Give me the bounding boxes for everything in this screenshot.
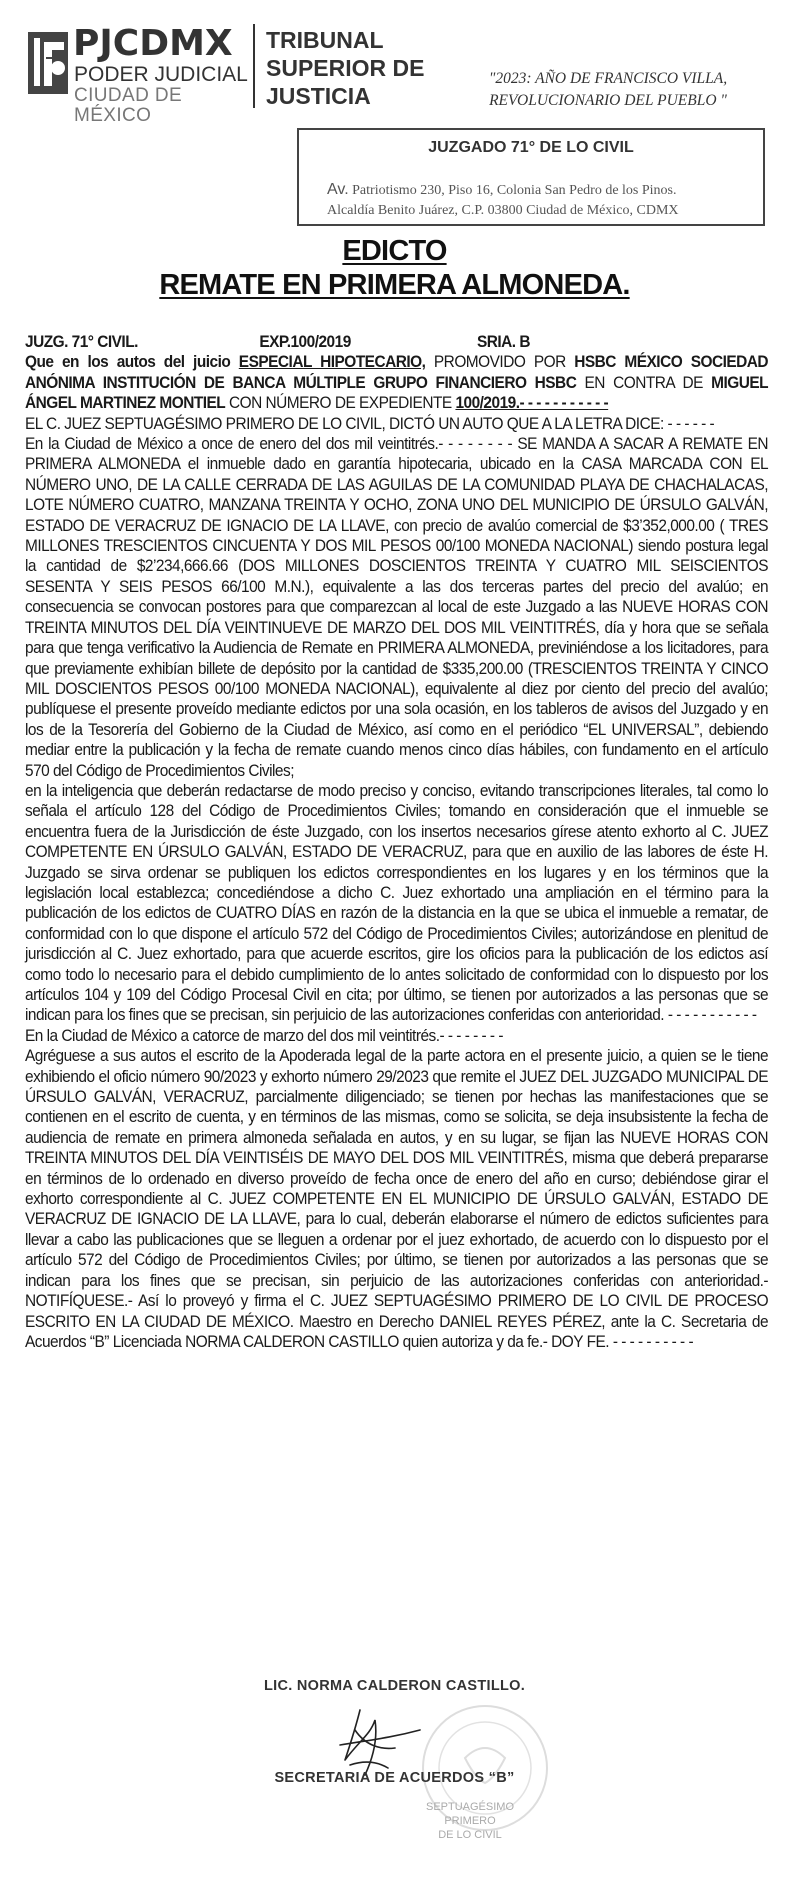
motto-line: "2023: AÑO DE FRANCISCO VILLA,: [488, 70, 728, 87]
text-run: 100/2019.- - - - - - - - - - -: [455, 393, 609, 413]
title-edicto: EDICTO: [342, 235, 447, 267]
paragraph-date: En la Ciudad de México a catorce de marzo del dos mil veintitrés.- - - - - - - -: [25, 1025, 503, 1045]
stamp-text: [420, 1800, 520, 1842]
court-title: JUZGADO 71° DE LO CIVIL: [428, 139, 634, 156]
case-expediente: EXP.100/2019: [259, 332, 351, 351]
text-run: MIGUEL ÁNGEL MARTINEZ MONTIEL: [25, 372, 769, 413]
scales-of-justice-icon: [26, 28, 70, 98]
text-run: Que en los autos del juicio: [25, 352, 239, 372]
paragraph-exhorto: en la inteligencia que deberán redactarse de modo preciso y conciso, evitando transcripciones literales, tal como lo señala el artículo 128 del Código de Procedimientos Civiles; tomando en consideración que el inmueble se encuentra fuera de la Jurisdicción de éste Juzgado, con los insertos necesarios gírese atento exhorto al C. JUEZ COMPETENTE EN ÚRSULO GALVÁN, ESTADO DE VERACRUZ, para que en auxilio de las labores de éste H. Juzgado se sirva ordenar se publiquen los edictos correspondientes en los lugares y en los términos que la legislación local establezca; concediéndose a dicho C. Juez exhortado una ampliación en el término para la publicación de los edictos de CUATRO DÍAS en razón de la distancia en la que se ubica el inmueble a rematar, de conformidad con lo que dispone el artículo 572 del Código de Procedimientos Civiles; autorizándose en plenitud de jurisdicción al C. Juez exhortado, para que acuerde escritos, gire los oficios para la publicación de los edictos así como todo lo necesario para el debido cumplimiento de lo antes solicitado de conformidad con lo dispuesto por los artículos 104 y 109 del Código Procesal Civil en cita; por último, se tienen por autorizados a las personas que se indican para los fines que se precisan, sin perjuicio de las autorizaciones conferidas con anterioridad. - - - - - - - - - - -: [25, 780, 769, 1025]
document-body: [25, 332, 768, 1352]
motto-line: REVOLUCIONARIO DEL PUEBLO ": [489, 92, 727, 109]
text-run: ESPECIAL HIPOTECARIO,: [238, 352, 426, 372]
tribunal-line: TRIBUNAL: [266, 27, 384, 53]
case-header: [25, 332, 768, 352]
tribunal-name: [266, 26, 424, 110]
stamp-line: DE LO CIVIL: [438, 1829, 502, 1841]
logo-line-ciudad: CIUDAD DE MÉXICO: [74, 85, 183, 126]
case-juzgado: JUZG. 71° CIVIL.: [25, 332, 138, 351]
court-info-box: [297, 128, 765, 226]
paragraph-auto: EL C. JUEZ SEPTUAGÉSIMO PRIMERO DE LO CIVIL, DICTÓ UN AUTO QUE A LA LETRA DICE: - - - - - -: [25, 413, 715, 433]
address-line: Patriotismo 230, Piso 16, Colonia San Pedro de los Pinos.: [348, 183, 677, 198]
logo-wordmark: PJCDMX: [73, 23, 233, 64]
text-run: CON NÚMERO DE EXPEDIENTE: [225, 393, 456, 413]
court-address: [327, 180, 679, 221]
paragraph-agreguese: Agréguese a sus autos el escrito de la Apoderada legal de la parte actora en el presente juicio, a quien se le tiene exhibiendo el oficio número 90/2023 y exhorto número 29/2023 que remite el JUEZ DEL JUZGADO MUNICIPAL DE ÚRSULO GALVÁN, VERACRUZ, parcialmente diligenciado; se tienen por hechas las manifestaciones que se contienen en el escrito de cuenta, y en términos de las mismas, como se solicita, se deja insubsistente la fecha de audiencia de remate en primera almoneda señalada en autos, y en su lugar, se fijan las NUEVE HORAS CON TREINTA MINUTOS DEL DÍA VEINTISÉIS DE MAYO DEL DOS MIL VEINTITRÉS, misma que deberá prepararse en términos de lo ordenado en diverso proveído de fecha once de enero del año en curso; debiéndose girar el exhorto correspondiente al C. JUEZ COMPETENTE EN EL MUNICIPIO DE ÚRSULO GALVÁN, ESTADO DE VERACRUZ DE IGNACIO DE LA LLAVE, para lo cual, deberán elaborarse el número de edictos suficientes para llevar a cabo las publicaciones que se lleguen a ordenar por el juez exhortado, de acuerdo con lo dispuesto por el artículo 572 del Código de Procedimientos Civiles; por último, se tienen por autorizados a las personas que se indican para los fines que se precisan, sin perjuicio de las autorizaciones conferidas con anterioridad.- NOTIFÍQUESE.- Así lo proveyó y firma el C. JUEZ SEPTUAGÉSIMO PRIMERO DE LO CIVIL DE PROCESO ESCRITO EN LA CIUDAD DE MÉXICO. Maestro en Derecho DANIEL REYES PÉREZ, ante la C. Secretaria de Acuerdos “B” Licenciada NORMA CALDERON CASTILLO quien autoriza y da fe.- DOY FE. - - - - - - - - - -: [25, 1046, 769, 1351]
tribunal-line: SUPERIOR DE: [266, 55, 425, 81]
address-av: Av.: [327, 181, 349, 198]
title-remate: REMATE EN PRIMERA ALMONEDA.: [159, 269, 630, 301]
signer-name: LIC. NORMA CALDERON CASTILLO.: [263, 1678, 526, 1694]
text-run: HSBC MÉXICO SOCIEDAD ANÓNIMA INSTITUCIÓN DE BANCA MÚLTIPLE GRUPO FINANCIERO HSBC: [25, 352, 769, 392]
signer-role: SECRETARIA DE ACUERDOS “B”: [274, 1770, 515, 1786]
text-run: EN CONTRA DE: [576, 372, 712, 392]
pjcdmx-logo: [26, 23, 256, 126]
stamp-line: SEPTUAGÉSIMO PRIMERO: [425, 1801, 515, 1827]
logo-line-poder-judicial: PODER JUDICIAL: [74, 63, 248, 86]
paragraph-parties: [25, 352, 768, 413]
header-divider: [253, 24, 255, 108]
address-line: Alcaldía Benito Juárez, C.P. 03800 Ciudad de México, CDMX: [327, 203, 679, 218]
year-motto: [448, 68, 768, 112]
document-title: [0, 234, 789, 302]
text-run: PROMOVIDO POR: [425, 352, 575, 372]
tribunal-line: JUSTICIA: [266, 83, 371, 109]
paragraph-remate: En la Ciudad de México a once de enero del dos mil veintitrés.- - - - - - - - SE MANDA A SACAR A REMATE EN PRIMERA ALMONEDA el inmueble dado en garantía hipotecaria, ubicado en la CASA MARCADA CON EL NÚMERO UNO, DE LA CALLE CERRADA DE LAS AGUILAS DE LA COMUNIDAD PLAYA DE CHACHALACAS, LOTE NÚMERO CUATRO, MANZANA TREINTA Y OCHO, ZONA UNO DEL MUNICIPIO DE ÚRSULO GALVÁN, ESTADO DE VERACRUZ DE IGNACIO DE LA LLAVE, con precio de avalúo comercial de $3’352,000.00 ( TRES MILLONES TRESCIENTOS CINCUENTA Y DOS MIL PESOS 00/100 MONEDA NACIONAL) siendo postura legal la cantidad de $2’234,666.66 (DOS MILLONES DOSCIENTOS TREINTA Y CUATRO MIL SEISCIENTOS SESENTA Y SEIS PESOS 66/100 M.N.), equivalente a las dos terceras partes del precio del avalúo; en consecuencia se convocan postores para que comparezcan al local de este Juzgado a las NUEVE HORAS CON TREINTA MINUTOS DEL DÍA VEINTINUEVE DE MARZO DEL DOS MIL VEINTITRÉS, día y hora que se señala para que tenga verificativo la Audiencia de Remate en PRIMERA ALMONEDA, previniéndose a los licitadores, para que previamente exhibían billete de depósito por la cantidad de $335,200.00 (TRESCIENTOS TREINTA Y CINCO MIL DOSCIENTOS PESOS 00/100 MONEDA NACIONAL), equivalente al diez por ciento del precio del avalúo; publíquese el presente proveído mediante edictos por una sola ocasión, en los tableros de avisos del Juzgado y en los de la Tesorería del Gobierno de la Ciudad de México, así como en el periódico “EL UNIVERSAL”, debiendo mediar entre la publicación y la fecha de remate cuando menos cinco días hábiles, con fundamento en el artículo 570 del Código de Procedimientos Civiles;: [25, 434, 769, 780]
case-secretaria: SRIA. B: [476, 332, 530, 351]
